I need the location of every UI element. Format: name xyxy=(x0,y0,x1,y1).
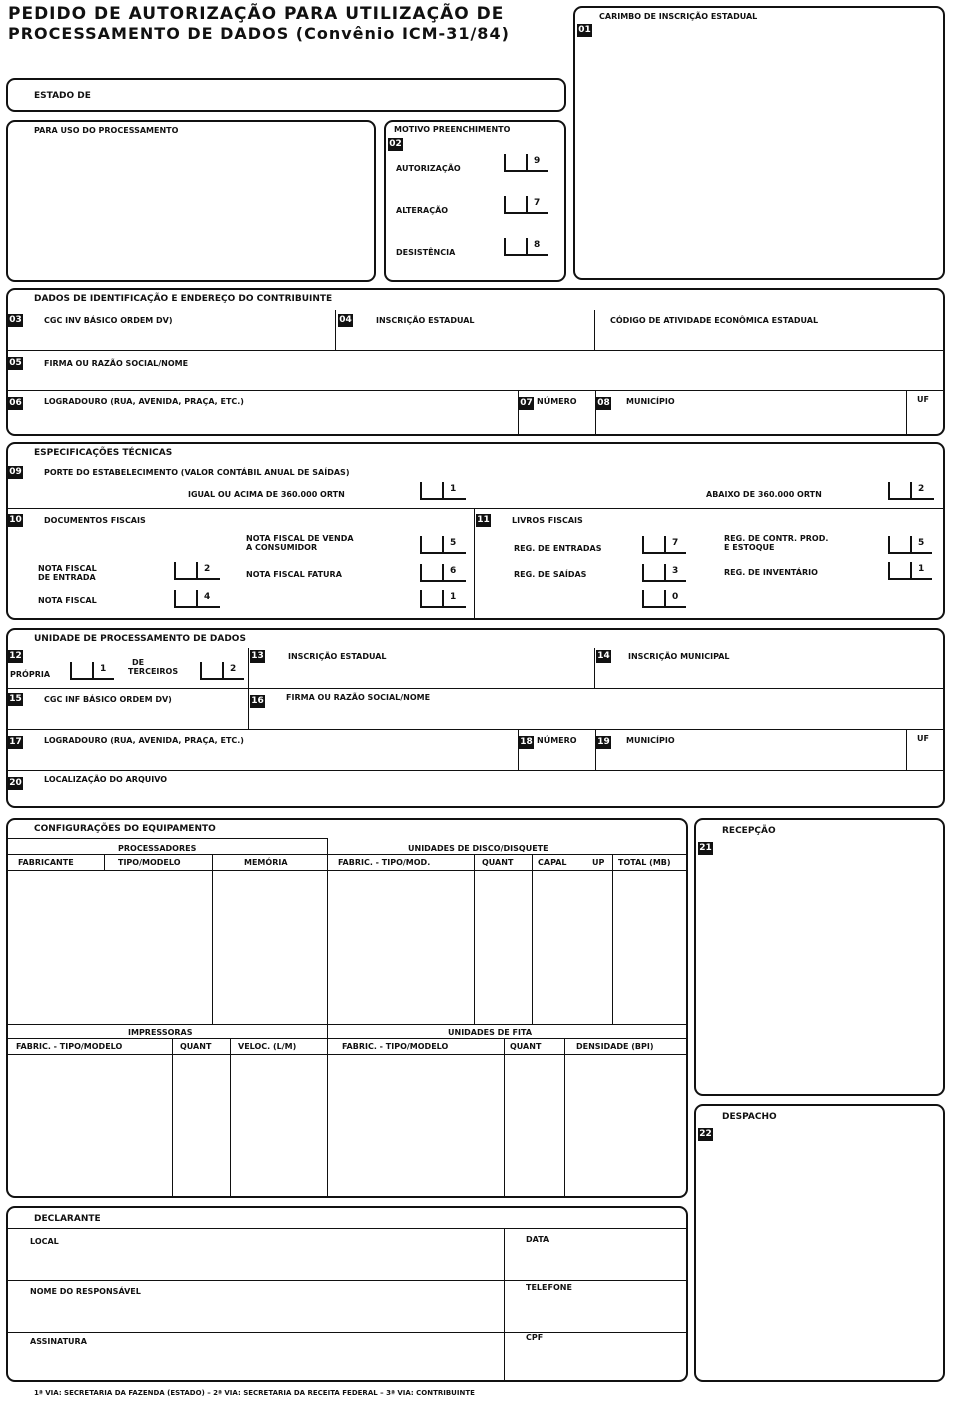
terceiros-code: 2 xyxy=(230,664,237,674)
field-number: 03 xyxy=(9,315,22,325)
unidade-municipio-field[interactable] xyxy=(596,730,906,770)
nf-entrada-label: NOTA FISCAL DE ENTRADA xyxy=(38,564,97,582)
field-number: 01 xyxy=(578,25,591,35)
field-number: 08 xyxy=(597,398,610,408)
field-number: 15 xyxy=(9,694,22,704)
unidade-ie-label: INSCRIÇÃO ESTADUAL xyxy=(288,652,387,661)
proc-col-tipo: TIPO/MODELO xyxy=(118,858,181,867)
inscricao-estadual-label: INSCRIÇÃO ESTADUAL xyxy=(376,316,475,325)
despacho-box[interactable] xyxy=(694,1104,945,1382)
inscricao-municipal-label: INSCRIÇÃO MUNICIPAL xyxy=(628,652,730,661)
processadores-title: PROCESSADORES xyxy=(118,844,197,853)
contribuinte-title: DADOS DE IDENTIFICAÇÃO E ENDEREÇO DO CONTRIBUINTE xyxy=(34,294,333,304)
reg-controle-label: REG. DE CONTR. PROD. E ESTOQUE xyxy=(724,534,829,552)
unidade-uf-field[interactable] xyxy=(907,730,941,770)
motivo-label: MOTIVO PREENCHIMENTO xyxy=(394,125,511,134)
recepcao-label: RECEPÇÃO xyxy=(722,826,776,836)
razao-social-label: FIRMA OU RAZÃO SOCIAL/NOME xyxy=(44,359,189,368)
uso-label: PARA USO DO PROCESSAMENTO xyxy=(34,126,179,135)
igual-label: IGUAL OU ACIMA DE 360.000 ORTN xyxy=(188,490,345,499)
terceiros-checkbox[interactable] xyxy=(200,662,244,680)
field-number: 13 xyxy=(251,651,264,661)
documentos-label: DOCUMENTOS FISCAIS xyxy=(44,516,146,525)
impr-fabric-cell[interactable] xyxy=(8,1056,172,1194)
fita-fabric-cell[interactable] xyxy=(329,1056,503,1194)
razao-social-field[interactable] xyxy=(8,351,943,391)
terceiros-label: DE TERCEIROS xyxy=(128,658,179,676)
municipio-field[interactable] xyxy=(596,391,906,434)
local-field[interactable] xyxy=(8,1229,504,1279)
porte-label: PORTE DO ESTABELECIMENTO (VALOR CONTÁBIL ANUAL DE SAÍDAS) xyxy=(44,468,350,477)
autorizacao-code: 9 xyxy=(534,156,541,166)
nf-consumidor-code: 5 xyxy=(450,538,457,548)
abaixo-checkbox[interactable] xyxy=(888,482,934,500)
field-number: 16 xyxy=(251,696,264,706)
cae-label: CÓDIGO DE ATIVIDADE ECONÔMICA ESTADUAL xyxy=(610,316,819,325)
nf-consumidor-label: NOTA FISCAL DE VENDA A CONSUMIDOR xyxy=(246,534,354,552)
unidade-cgc-field[interactable] xyxy=(8,689,248,729)
nf-fatura-label: NOTA FISCAL FATURA xyxy=(246,570,342,579)
unidade-logradouro-label: LOGRADOURO (RUA, AVENIDA, PRAÇA, ETC.) xyxy=(44,736,244,745)
doc-other-checkbox[interactable] xyxy=(420,590,466,608)
fita-col-densidade: DENSIDADE (BPI) xyxy=(576,1042,654,1051)
proc-col-memoria: MEMÓRIA xyxy=(244,858,288,867)
field-number: 12 xyxy=(9,651,22,661)
reg-controle-code: 5 xyxy=(918,538,925,548)
abaixo-label: ABAIXO DE 360.000 ORTN xyxy=(706,490,822,499)
nf-checkbox[interactable] xyxy=(174,590,220,608)
unidade-inscricao-estadual-field[interactable] xyxy=(250,648,594,688)
reg-entradas-code: 7 xyxy=(672,538,679,548)
stamp-box[interactable] xyxy=(573,6,945,280)
data-field[interactable] xyxy=(506,1229,686,1279)
fita-col-fabric: FABRIC. - TIPO/MODELO xyxy=(342,1042,449,1051)
cae-field[interactable] xyxy=(596,310,942,350)
alteracao-label: ALTERAÇÃO xyxy=(396,206,449,215)
proc-fabricante-cell[interactable] xyxy=(8,872,212,1022)
field-number: 17 xyxy=(9,737,22,747)
logradouro-label: LOGRADOURO (RUA, AVENIDA, PRAÇA, ETC.) xyxy=(44,397,244,406)
cgc-field[interactable] xyxy=(8,310,335,350)
unidade-numero-field[interactable] xyxy=(519,730,595,770)
nf-label: NOTA FISCAL xyxy=(38,596,97,605)
disco-col-total: TOTAL (MB) xyxy=(618,858,671,867)
recepcao-box[interactable] xyxy=(694,818,945,1096)
field-number: 21 xyxy=(699,843,712,853)
field-number: 09 xyxy=(9,467,22,477)
form-title-line1: PEDIDO DE AUTORIZAÇÃO PARA UTILIZAÇÃO DE xyxy=(8,4,505,24)
livro-other-code: 0 xyxy=(672,592,679,602)
reg-saidas-checkbox[interactable] xyxy=(642,564,686,582)
declarante-title: DECLARANTE xyxy=(34,1214,101,1224)
unidade-cgc-label: CGC INF BÁSICO ORDEM DV) xyxy=(44,695,172,704)
uf-field[interactable] xyxy=(907,391,941,434)
inscricao-municipal-field[interactable] xyxy=(596,648,942,688)
alteracao-code: 7 xyxy=(534,198,541,208)
field-number: 10 xyxy=(9,515,22,525)
contribuinte-section xyxy=(6,288,945,436)
reg-inventario-label: REG. DE INVENTÁRIO xyxy=(724,568,818,577)
especificacoes-title: ESPECIFICAÇÕES TÉCNICAS xyxy=(34,448,173,458)
telefone-field[interactable] xyxy=(506,1281,686,1331)
field-number: 20 xyxy=(9,778,22,788)
cpf-field[interactable] xyxy=(506,1333,686,1380)
abaixo-code: 2 xyxy=(918,484,925,494)
disco-total-cell[interactable] xyxy=(614,872,686,1022)
config-section xyxy=(6,818,688,1198)
igual-code: 1 xyxy=(450,484,457,494)
proc-memoria-cell[interactable] xyxy=(214,872,326,1022)
nf-fatura-code: 6 xyxy=(450,566,457,576)
field-number: 02 xyxy=(389,139,402,149)
propria-checkbox[interactable] xyxy=(70,662,114,680)
disco-col-capac: CAPAL xyxy=(538,858,567,867)
fita-col-quant: QUANT xyxy=(510,1042,542,1051)
telefone-label: TELEFONE xyxy=(526,1283,572,1292)
field-number: 11 xyxy=(477,515,490,525)
unidade-municipio-label: MUNICÍPIO xyxy=(626,736,675,745)
impr-veloc-cell[interactable] xyxy=(232,1056,326,1194)
municipio-label: MUNICÍPIO xyxy=(626,397,675,406)
autorizacao-label: AUTORIZAÇÃO xyxy=(396,164,461,173)
reg-entradas-checkbox[interactable] xyxy=(642,536,686,554)
localizacao-label: LOCALIZAÇÃO DO ARQUIVO xyxy=(44,775,168,784)
impr-col-veloc: VELOC. (L/M) xyxy=(238,1042,297,1051)
logradouro-field[interactable] xyxy=(8,391,518,434)
disco-fabric-cell[interactable] xyxy=(329,872,473,1022)
responsavel-label: NOME DO RESPONSÁVEL xyxy=(30,1287,141,1296)
stamp-label: CARIMBO DE INSCRIÇÃO ESTADUAL xyxy=(599,12,758,21)
disco-col-up: UP xyxy=(592,858,605,867)
cpf-label: CPF xyxy=(526,1333,544,1342)
disco-col-fabric: FABRIC. - TIPO/MOD. xyxy=(338,858,431,867)
assinatura-label: ASSINATURA xyxy=(30,1337,87,1346)
data-label: DATA xyxy=(526,1235,550,1244)
nf-entrada-code: 2 xyxy=(204,564,211,574)
unidade-section xyxy=(6,628,945,808)
responsavel-field[interactable] xyxy=(8,1281,504,1331)
reg-entradas-label: REG. DE ENTRADAS xyxy=(514,544,602,553)
proc-col-fabricante: FABRICANTE xyxy=(18,858,74,867)
nf-code: 4 xyxy=(204,592,211,602)
especificacoes-section xyxy=(6,442,945,620)
assinatura-field[interactable] xyxy=(8,1333,504,1380)
impr-col-fabric: FABRIC. - TIPO/MODELO xyxy=(16,1042,123,1051)
impressoras-title: IMPRESSORAS xyxy=(128,1028,193,1037)
disco-capac-cell[interactable] xyxy=(534,872,611,1022)
footer-vias: 1ª VIA: SECRETARIA DA FAZENDA (ESTADO) – 2ª VIA: SECRETARIA DA RECEITA FEDERAL – 3ª VIA: CONTRIBUINTE xyxy=(34,1389,475,1397)
inscricao-estadual-field[interactable] xyxy=(336,310,594,350)
reg-saidas-label: REG. DE SAÍDAS xyxy=(514,570,587,579)
desistencia-label: DESISTÊNCIA xyxy=(396,248,456,257)
numero-field[interactable] xyxy=(519,391,595,434)
unidade-title: UNIDADE DE PROCESSAMENTO DE DADOS xyxy=(34,634,246,644)
discos-title: UNIDADES DE DISCO/DISQUETE xyxy=(408,844,549,853)
fita-quant-cell[interactable] xyxy=(506,1056,563,1194)
estado-field[interactable] xyxy=(6,78,566,112)
autorizacao-checkbox[interactable] xyxy=(504,154,548,172)
reg-controle-checkbox[interactable] xyxy=(888,536,932,554)
unidade-uf-label: UF xyxy=(917,734,929,743)
form-title-line2: PROCESSAMENTO DE DADOS (Convênio ICM-31/84) xyxy=(8,24,510,43)
uf-label: UF xyxy=(917,395,929,404)
unidade-logradouro-field[interactable] xyxy=(8,730,518,770)
field-number: 07 xyxy=(520,398,533,408)
local-label: LOCAL xyxy=(30,1237,59,1246)
field-number: 14 xyxy=(597,651,610,661)
impr-quant-cell[interactable] xyxy=(174,1056,229,1194)
motivo-box xyxy=(384,120,566,282)
livros-label: LIVROS FISCAIS xyxy=(512,516,583,525)
desistencia-checkbox[interactable] xyxy=(504,238,548,256)
nf-fatura-checkbox[interactable] xyxy=(420,564,466,582)
disco-quant-cell[interactable] xyxy=(476,872,531,1022)
igual-checkbox[interactable] xyxy=(420,482,466,500)
unidade-numero-label: NÚMERO xyxy=(537,736,577,745)
unidade-razao-social-field[interactable] xyxy=(250,689,942,729)
reg-inventario-checkbox[interactable] xyxy=(888,562,932,580)
field-number: 05 xyxy=(9,358,22,368)
config-title: CONFIGURAÇÕES DO EQUIPAMENTO xyxy=(34,824,216,834)
desistencia-code: 8 xyxy=(534,240,541,250)
localizacao-arquivo-field[interactable] xyxy=(8,771,943,805)
uso-processamento-box[interactable] xyxy=(6,120,376,282)
fitas-title: UNIDADES DE FITA xyxy=(448,1028,533,1037)
reg-inventario-code: 1 xyxy=(918,564,925,574)
field-number: 22 xyxy=(699,1129,712,1139)
nf-consumidor-checkbox[interactable] xyxy=(420,536,466,554)
unidade-razao-social-label: FIRMA OU RAZÃO SOCIAL/NOME xyxy=(286,693,431,702)
nf-entrada-checkbox[interactable] xyxy=(174,562,220,580)
numero-label: NÚMERO xyxy=(537,397,577,406)
field-number: 18 xyxy=(520,737,533,747)
livro-other-checkbox[interactable] xyxy=(642,590,686,608)
impr-col-quant: QUANT xyxy=(180,1042,212,1051)
estado-label: ESTADO DE xyxy=(34,91,91,101)
cgc-label: CGC INV BÁSICO ORDEM DV) xyxy=(44,316,173,325)
field-number: 19 xyxy=(597,737,610,747)
field-number: 06 xyxy=(9,398,22,408)
alteracao-checkbox[interactable] xyxy=(504,196,548,214)
reg-saidas-code: 3 xyxy=(672,566,679,576)
declarante-section xyxy=(6,1206,688,1382)
disco-col-quant: QUANT xyxy=(482,858,514,867)
doc-other-code: 1 xyxy=(450,592,457,602)
fita-densidade-cell[interactable] xyxy=(566,1056,686,1194)
propria-code: 1 xyxy=(100,664,107,674)
despacho-label: DESPACHO xyxy=(722,1112,777,1122)
field-number: 04 xyxy=(339,315,352,325)
propria-label: PRÓPRIA xyxy=(10,670,51,679)
